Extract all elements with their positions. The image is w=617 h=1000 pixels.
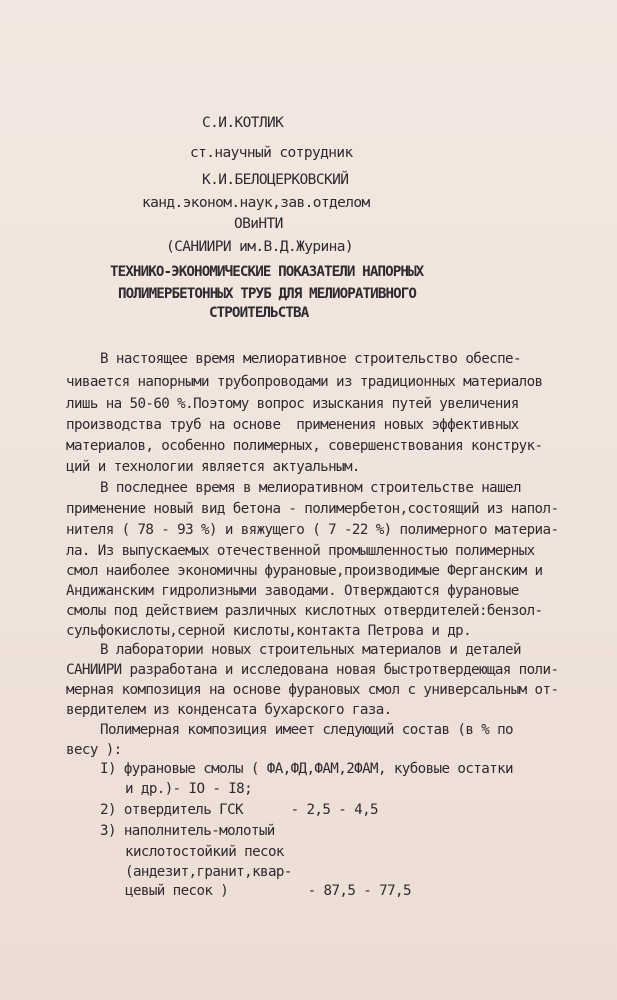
author2-role: канд.эконом.наук,зав.отделом [142, 195, 370, 211]
title-line-2: ПОЛИМЕРБЕТОННЫХ ТРУБ ДЛЯ МЕЛИОРАТИВНОГО [118, 286, 417, 302]
list-item: кислотостойкий песок [125, 844, 284, 860]
body-line: В лаборатории новых строительных материалов и деталей [100, 642, 521, 658]
body-line: САНИИРИ разработана и исследована новая быстротвердеющая поли- [66, 662, 559, 678]
body-line: ций и технологии является актуальным. [66, 459, 360, 475]
institute: (САНИИРИ им.В.Д.Журина) [166, 239, 353, 255]
author2-name: К.И.БЕЛОЦЕРКОВСКИЙ [202, 172, 349, 188]
body-line: материалов, особенно полимерных, совершенствования конструк- [66, 438, 543, 454]
body-line: Полимерная композиция имеет следующий состав (в % по [100, 722, 513, 738]
body-line: мерная композиция на основе фурановых смол с универсальным от- [66, 682, 559, 698]
author1-name: С.И.КОТЛИК [202, 115, 284, 131]
list-item: 3) наполнитель-молотый [100, 823, 275, 839]
body-line: смолы под действием различных кислотных отвердителей:бензол- [66, 603, 543, 619]
author1-role: ст.научный сотрудник [190, 145, 353, 161]
body-line: весу ): [66, 742, 122, 758]
body-line: В настоящее время мелиоративное строительство обеспе- [100, 351, 521, 367]
body-line: лишь на 50-60 %.Поэтому вопрос изыскания путей увеличения [66, 396, 519, 412]
body-line: смол наиболее экономичны фурановые,производимые Ферганским и [66, 563, 543, 579]
body-line: применение новый вид бетона - полимербетон,состоящий из напол- [66, 501, 559, 517]
body-line: нителя ( 78 - 93 %) и вяжущего ( 7 -22 %) полимерного материа- [66, 522, 559, 538]
body-line: чивается напорными трубопроводами из традиционных материалов [66, 374, 543, 390]
body-line: вердителем из конденсата бухарского газа. [66, 702, 392, 718]
body-line: производства труб на основе применения новых эффективных [66, 417, 519, 433]
list-item: цевый песок ) - 87,5 - 77,5 [125, 883, 411, 899]
department: ОВиНТИ [234, 216, 283, 232]
list-item: 2) отвердитель ГСК - 2,5 - 4,5 [100, 802, 378, 818]
body-line: ла. Из выпускаемых отечественной промышленностью полимерных [66, 543, 535, 559]
list-item: (андезит,гранит,квар- [125, 864, 292, 880]
body-line: Андижанским гидролизными заводами. Отверждаются фурановые [66, 583, 519, 599]
title-line-3: СТРОИТЕЛЬСТВА [209, 305, 309, 321]
body-line: В последнее время в мелиоративном строительстве нашел [100, 480, 521, 496]
list-item: и др.)- IO - I8; [125, 781, 253, 797]
body-line: сульфокислоты,серной кислоты,контакта Петрова и др. [66, 623, 472, 639]
list-item: I) фурановые смолы ( ФА,ФД,ФАМ,2ФАМ, кубовые остатки [100, 761, 513, 777]
title-line-1: ТЕХНИКО-ЭКОНОМИЧЕСКИЕ ПОКАЗАТЕЛИ НАПОРНЫХ [110, 264, 424, 280]
